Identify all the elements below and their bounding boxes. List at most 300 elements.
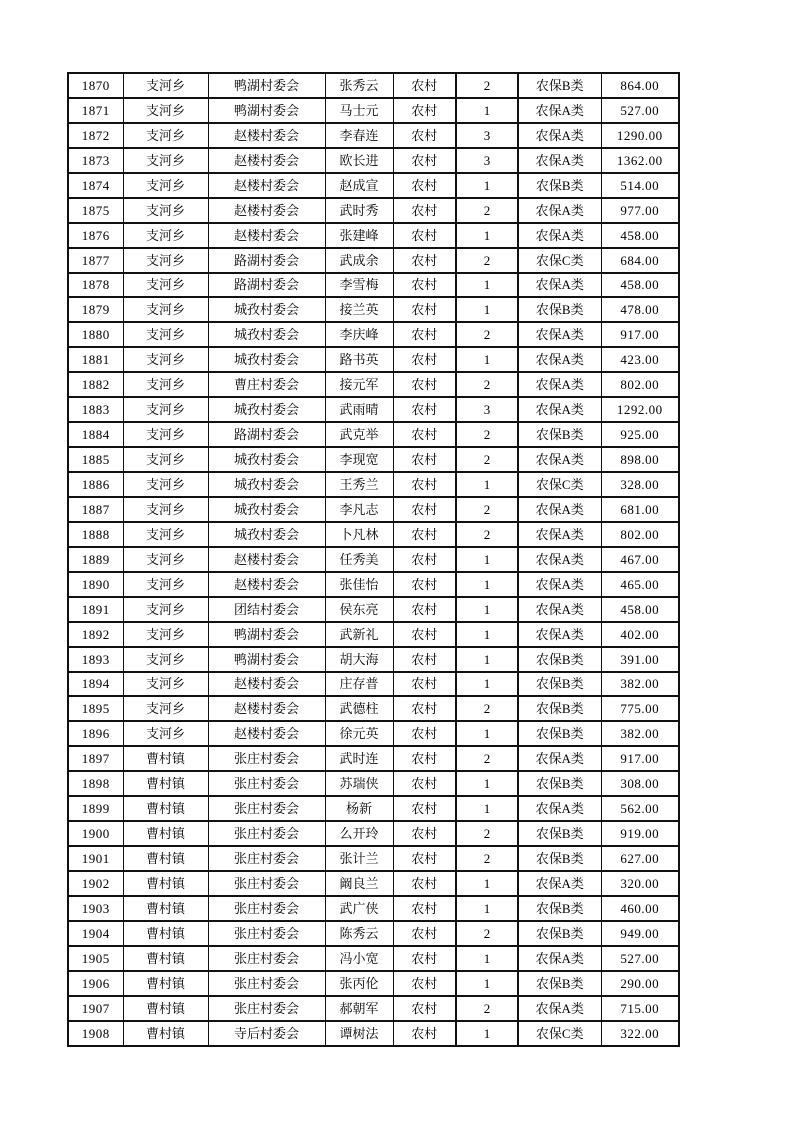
cell-amount: 1290.00 — [601, 123, 679, 148]
cell-name: 李春连 — [325, 123, 393, 148]
cell-amount: 562.00 — [601, 796, 679, 821]
cell-amount: 684.00 — [601, 248, 679, 273]
cell-township: 支河乡 — [123, 347, 208, 372]
cell-insurance_category: 农保A类 — [518, 996, 601, 1021]
cell-person_count: 1 — [456, 647, 518, 672]
cell-township: 支河乡 — [123, 696, 208, 721]
cell-insurance_category: 农保A类 — [518, 597, 601, 622]
table-row — [68, 472, 679, 497]
cell-village: 城孜村委会 — [208, 447, 325, 472]
cell-serial: 1883 — [68, 397, 123, 422]
cell-village: 鸭湖村委会 — [208, 622, 325, 647]
cell-residence_type: 农村 — [393, 971, 456, 996]
table-row — [68, 647, 679, 672]
cell-residence_type: 农村 — [393, 148, 456, 173]
cell-village: 张庄村委会 — [208, 946, 325, 971]
cell-residence_type: 农村 — [393, 497, 456, 522]
cell-serial: 1879 — [68, 297, 123, 322]
cell-name: 卜凡林 — [325, 522, 393, 547]
cell-residence_type: 农村 — [393, 123, 456, 148]
cell-township: 曹村镇 — [123, 896, 208, 921]
cell-name: 欧长进 — [325, 148, 393, 173]
cell-insurance_category: 农保B类 — [518, 921, 601, 946]
cell-insurance_category: 农保C类 — [518, 248, 601, 273]
cell-residence_type: 农村 — [393, 322, 456, 347]
cell-amount: 514.00 — [601, 173, 679, 198]
cell-insurance_category: 农保A类 — [518, 572, 601, 597]
cell-village: 曹庄村委会 — [208, 372, 325, 397]
insurance-roster-table — [67, 72, 680, 1047]
cell-serial: 1899 — [68, 796, 123, 821]
cell-insurance_category: 农保A类 — [518, 98, 601, 123]
cell-village: 路湖村委会 — [208, 273, 325, 298]
cell-insurance_category: 农保B类 — [518, 73, 601, 98]
cell-serial: 1889 — [68, 547, 123, 572]
cell-township: 支河乡 — [123, 73, 208, 98]
cell-insurance_category: 农保A类 — [518, 223, 601, 248]
cell-residence_type: 农村 — [393, 447, 456, 472]
cell-name: 接兰英 — [325, 297, 393, 322]
table-row — [68, 821, 679, 846]
cell-amount: 458.00 — [601, 223, 679, 248]
cell-township: 支河乡 — [123, 472, 208, 497]
table-body — [68, 73, 679, 1046]
cell-township: 曹村镇 — [123, 771, 208, 796]
cell-name: 接元军 — [325, 372, 393, 397]
cell-insurance_category: 农保B类 — [518, 173, 601, 198]
cell-person_count: 1 — [456, 672, 518, 697]
cell-township: 曹村镇 — [123, 746, 208, 771]
cell-amount: 527.00 — [601, 98, 679, 123]
cell-name: 武时连 — [325, 746, 393, 771]
cell-name: 李雪梅 — [325, 273, 393, 298]
cell-insurance_category: 农保B类 — [518, 771, 601, 796]
cell-name: 任秀美 — [325, 547, 393, 572]
cell-person_count: 1 — [456, 721, 518, 746]
cell-insurance_category: 农保B类 — [518, 896, 601, 921]
cell-insurance_category: 农保A类 — [518, 198, 601, 223]
cell-township: 支河乡 — [123, 173, 208, 198]
cell-serial: 1878 — [68, 273, 123, 298]
cell-township: 支河乡 — [123, 248, 208, 273]
cell-name: 阚良兰 — [325, 871, 393, 896]
cell-village: 城孜村委会 — [208, 472, 325, 497]
table-row — [68, 921, 679, 946]
cell-person_count: 1 — [456, 771, 518, 796]
cell-township: 支河乡 — [123, 297, 208, 322]
table-row — [68, 996, 679, 1021]
cell-insurance_category: 农保B类 — [518, 696, 601, 721]
cell-residence_type: 农村 — [393, 198, 456, 223]
cell-township: 支河乡 — [123, 597, 208, 622]
cell-serial: 1900 — [68, 821, 123, 846]
cell-name: 李现宽 — [325, 447, 393, 472]
cell-village: 赵楼村委会 — [208, 547, 325, 572]
cell-serial: 1876 — [68, 223, 123, 248]
cell-village: 赵楼村委会 — [208, 696, 325, 721]
cell-amount: 681.00 — [601, 497, 679, 522]
cell-insurance_category: 农保B类 — [518, 846, 601, 871]
cell-amount: 864.00 — [601, 73, 679, 98]
cell-person_count: 1 — [456, 971, 518, 996]
cell-amount: 467.00 — [601, 547, 679, 572]
cell-village: 赵楼村委会 — [208, 672, 325, 697]
cell-residence_type: 农村 — [393, 871, 456, 896]
cell-village: 赵楼村委会 — [208, 148, 325, 173]
cell-amount: 478.00 — [601, 297, 679, 322]
cell-township: 支河乡 — [123, 447, 208, 472]
cell-township: 支河乡 — [123, 148, 208, 173]
cell-insurance_category: 农保B类 — [518, 721, 601, 746]
cell-amount: 458.00 — [601, 597, 679, 622]
cell-person_count: 1 — [456, 98, 518, 123]
cell-serial: 1896 — [68, 721, 123, 746]
cell-village: 城孜村委会 — [208, 322, 325, 347]
table-row — [68, 422, 679, 447]
table-row — [68, 173, 679, 198]
cell-township: 支河乡 — [123, 372, 208, 397]
cell-township: 曹村镇 — [123, 796, 208, 821]
cell-person_count: 2 — [456, 322, 518, 347]
cell-village: 张庄村委会 — [208, 971, 325, 996]
cell-serial: 1886 — [68, 472, 123, 497]
cell-person_count: 2 — [456, 522, 518, 547]
cell-township: 支河乡 — [123, 721, 208, 746]
cell-amount: 949.00 — [601, 921, 679, 946]
cell-name: 庄存普 — [325, 672, 393, 697]
cell-township: 支河乡 — [123, 98, 208, 123]
cell-insurance_category: 农保A类 — [518, 796, 601, 821]
cell-village: 鸭湖村委会 — [208, 73, 325, 98]
cell-person_count: 1 — [456, 347, 518, 372]
cell-residence_type: 农村 — [393, 223, 456, 248]
cell-amount: 391.00 — [601, 647, 679, 672]
table-row — [68, 198, 679, 223]
cell-residence_type: 农村 — [393, 522, 456, 547]
cell-insurance_category: 农保B类 — [518, 297, 601, 322]
cell-village: 寺后村委会 — [208, 1021, 325, 1046]
cell-amount: 775.00 — [601, 696, 679, 721]
cell-person_count: 2 — [456, 73, 518, 98]
cell-serial: 1904 — [68, 921, 123, 946]
cell-village: 赵楼村委会 — [208, 721, 325, 746]
cell-serial: 1898 — [68, 771, 123, 796]
cell-person_count: 1 — [456, 173, 518, 198]
cell-amount: 382.00 — [601, 721, 679, 746]
cell-residence_type: 农村 — [393, 372, 456, 397]
cell-amount: 977.00 — [601, 198, 679, 223]
cell-name: 张佳怡 — [325, 572, 393, 597]
table-row — [68, 223, 679, 248]
table-row — [68, 771, 679, 796]
cell-village: 团结村委会 — [208, 597, 325, 622]
cell-village: 鸭湖村委会 — [208, 647, 325, 672]
cell-name: 谭树法 — [325, 1021, 393, 1046]
cell-residence_type: 农村 — [393, 572, 456, 597]
cell-amount: 917.00 — [601, 746, 679, 771]
cell-name: 马士元 — [325, 98, 393, 123]
table-row — [68, 522, 679, 547]
table-row — [68, 871, 679, 896]
cell-person_count: 1 — [456, 597, 518, 622]
cell-insurance_category: 农保A类 — [518, 946, 601, 971]
cell-amount: 322.00 — [601, 1021, 679, 1046]
cell-name: 李庆峰 — [325, 322, 393, 347]
table-row — [68, 98, 679, 123]
cell-township: 曹村镇 — [123, 821, 208, 846]
cell-residence_type: 农村 — [393, 746, 456, 771]
cell-residence_type: 农村 — [393, 173, 456, 198]
cell-serial: 1897 — [68, 746, 123, 771]
cell-residence_type: 农村 — [393, 996, 456, 1021]
cell-residence_type: 农村 — [393, 896, 456, 921]
cell-village: 赵楼村委会 — [208, 173, 325, 198]
cell-residence_type: 农村 — [393, 696, 456, 721]
cell-person_count: 3 — [456, 148, 518, 173]
cell-person_count: 1 — [456, 273, 518, 298]
cell-serial: 1890 — [68, 572, 123, 597]
cell-insurance_category: 农保A类 — [518, 372, 601, 397]
cell-person_count: 2 — [456, 422, 518, 447]
cell-insurance_category: 农保B类 — [518, 422, 601, 447]
cell-name: 么开玲 — [325, 821, 393, 846]
cell-serial: 1903 — [68, 896, 123, 921]
cell-township: 支河乡 — [123, 572, 208, 597]
table-row — [68, 846, 679, 871]
cell-residence_type: 农村 — [393, 273, 456, 298]
cell-village: 城孜村委会 — [208, 347, 325, 372]
cell-name: 徐元英 — [325, 721, 393, 746]
cell-name: 武成余 — [325, 248, 393, 273]
cell-residence_type: 农村 — [393, 647, 456, 672]
cell-insurance_category: 农保A类 — [518, 622, 601, 647]
cell-person_count: 2 — [456, 846, 518, 871]
cell-person_count: 3 — [456, 123, 518, 148]
cell-amount: 1292.00 — [601, 397, 679, 422]
table-row — [68, 497, 679, 522]
cell-name: 苏瑞侠 — [325, 771, 393, 796]
cell-village: 张庄村委会 — [208, 821, 325, 846]
cell-person_count: 1 — [456, 796, 518, 821]
cell-village: 路湖村委会 — [208, 248, 325, 273]
cell-amount: 527.00 — [601, 946, 679, 971]
cell-person_count: 1 — [456, 1021, 518, 1046]
cell-person_count: 1 — [456, 472, 518, 497]
cell-person_count: 1 — [456, 896, 518, 921]
cell-insurance_category: 农保A类 — [518, 871, 601, 896]
table-row — [68, 572, 679, 597]
cell-person_count: 2 — [456, 821, 518, 846]
cell-person_count: 1 — [456, 297, 518, 322]
cell-residence_type: 农村 — [393, 672, 456, 697]
cell-amount: 802.00 — [601, 522, 679, 547]
cell-village: 赵楼村委会 — [208, 123, 325, 148]
table-row — [68, 123, 679, 148]
cell-name: 张秀云 — [325, 73, 393, 98]
cell-village: 张庄村委会 — [208, 846, 325, 871]
cell-insurance_category: 农保A类 — [518, 746, 601, 771]
cell-serial: 1875 — [68, 198, 123, 223]
cell-insurance_category: 农保B类 — [518, 672, 601, 697]
table-row — [68, 397, 679, 422]
cell-township: 曹村镇 — [123, 946, 208, 971]
cell-person_count: 2 — [456, 996, 518, 1021]
cell-township: 支河乡 — [123, 647, 208, 672]
cell-residence_type: 农村 — [393, 597, 456, 622]
cell-serial: 1873 — [68, 148, 123, 173]
cell-person_count: 2 — [456, 372, 518, 397]
cell-village: 赵楼村委会 — [208, 198, 325, 223]
cell-township: 支河乡 — [123, 223, 208, 248]
cell-village: 鸭湖村委会 — [208, 98, 325, 123]
cell-amount: 919.00 — [601, 821, 679, 846]
cell-person_count: 1 — [456, 572, 518, 597]
cell-name: 胡大海 — [325, 647, 393, 672]
cell-village: 张庄村委会 — [208, 921, 325, 946]
cell-amount: 308.00 — [601, 771, 679, 796]
cell-insurance_category: 农保B类 — [518, 647, 601, 672]
table-row — [68, 896, 679, 921]
cell-village: 赵楼村委会 — [208, 223, 325, 248]
table-row — [68, 547, 679, 572]
table-row — [68, 322, 679, 347]
cell-name: 杨新 — [325, 796, 393, 821]
cell-village: 张庄村委会 — [208, 746, 325, 771]
cell-person_count: 1 — [456, 622, 518, 647]
cell-residence_type: 农村 — [393, 73, 456, 98]
cell-person_count: 2 — [456, 497, 518, 522]
cell-name: 武克举 — [325, 422, 393, 447]
cell-amount: 925.00 — [601, 422, 679, 447]
table-row — [68, 746, 679, 771]
cell-village: 张庄村委会 — [208, 796, 325, 821]
cell-village: 路湖村委会 — [208, 422, 325, 447]
cell-village: 张庄村委会 — [208, 896, 325, 921]
cell-residence_type: 农村 — [393, 821, 456, 846]
cell-serial: 1882 — [68, 372, 123, 397]
table-row — [68, 148, 679, 173]
cell-name: 张计兰 — [325, 846, 393, 871]
cell-amount: 715.00 — [601, 996, 679, 1021]
table-row — [68, 696, 679, 721]
cell-person_count: 2 — [456, 198, 518, 223]
cell-person_count: 2 — [456, 696, 518, 721]
cell-serial: 1905 — [68, 946, 123, 971]
cell-township: 曹村镇 — [123, 846, 208, 871]
cell-name: 武时秀 — [325, 198, 393, 223]
cell-amount: 290.00 — [601, 971, 679, 996]
table-row — [68, 672, 679, 697]
table-row — [68, 597, 679, 622]
table-row — [68, 273, 679, 298]
cell-name: 武新礼 — [325, 622, 393, 647]
cell-name: 张丙伦 — [325, 971, 393, 996]
cell-township: 支河乡 — [123, 123, 208, 148]
cell-residence_type: 农村 — [393, 422, 456, 447]
cell-residence_type: 农村 — [393, 297, 456, 322]
table-row — [68, 73, 679, 98]
cell-person_count: 2 — [456, 921, 518, 946]
cell-serial: 1881 — [68, 347, 123, 372]
cell-name: 李凡志 — [325, 497, 393, 522]
cell-serial: 1885 — [68, 447, 123, 472]
table-row — [68, 971, 679, 996]
cell-village: 张庄村委会 — [208, 996, 325, 1021]
cell-amount: 458.00 — [601, 273, 679, 298]
cell-person_count: 1 — [456, 547, 518, 572]
cell-amount: 898.00 — [601, 447, 679, 472]
cell-amount: 402.00 — [601, 622, 679, 647]
cell-insurance_category: 农保B类 — [518, 971, 601, 996]
cell-serial: 1894 — [68, 672, 123, 697]
cell-insurance_category: 农保C类 — [518, 1021, 601, 1046]
cell-serial: 1907 — [68, 996, 123, 1021]
cell-residence_type: 农村 — [393, 771, 456, 796]
cell-insurance_category: 农保B类 — [518, 821, 601, 846]
cell-township: 支河乡 — [123, 547, 208, 572]
cell-insurance_category: 农保A类 — [518, 397, 601, 422]
cell-village: 城孜村委会 — [208, 497, 325, 522]
cell-serial: 1908 — [68, 1021, 123, 1046]
cell-amount: 460.00 — [601, 896, 679, 921]
cell-township: 曹村镇 — [123, 1021, 208, 1046]
cell-township: 支河乡 — [123, 497, 208, 522]
cell-insurance_category: 农保A类 — [518, 123, 601, 148]
cell-township: 支河乡 — [123, 422, 208, 447]
cell-person_count: 1 — [456, 223, 518, 248]
table-row — [68, 1021, 679, 1046]
cell-township: 支河乡 — [123, 322, 208, 347]
cell-serial: 1892 — [68, 622, 123, 647]
cell-residence_type: 农村 — [393, 547, 456, 572]
cell-name: 陈秀云 — [325, 921, 393, 946]
cell-person_count: 1 — [456, 871, 518, 896]
table-row — [68, 946, 679, 971]
cell-township: 支河乡 — [123, 672, 208, 697]
cell-residence_type: 农村 — [393, 622, 456, 647]
cell-village: 张庄村委会 — [208, 871, 325, 896]
cell-insurance_category: 农保A类 — [518, 322, 601, 347]
cell-name: 武雨晴 — [325, 397, 393, 422]
cell-insurance_category: 农保C类 — [518, 472, 601, 497]
table-row — [68, 372, 679, 397]
cell-residence_type: 农村 — [393, 397, 456, 422]
cell-name: 武德柱 — [325, 696, 393, 721]
cell-name: 侯东亮 — [325, 597, 393, 622]
cell-insurance_category: 农保A类 — [518, 148, 601, 173]
cell-person_count: 3 — [456, 397, 518, 422]
cell-residence_type: 农村 — [393, 721, 456, 746]
cell-name: 赵成宣 — [325, 173, 393, 198]
table-row — [68, 347, 679, 372]
cell-township: 支河乡 — [123, 522, 208, 547]
cell-person_count: 1 — [456, 946, 518, 971]
cell-amount: 328.00 — [601, 472, 679, 497]
cell-township: 曹村镇 — [123, 996, 208, 1021]
cell-residence_type: 农村 — [393, 946, 456, 971]
cell-amount: 465.00 — [601, 572, 679, 597]
table-row — [68, 796, 679, 821]
cell-insurance_category: 农保A类 — [518, 522, 601, 547]
cell-village: 赵楼村委会 — [208, 572, 325, 597]
cell-person_count: 2 — [456, 447, 518, 472]
cell-person_count: 2 — [456, 746, 518, 771]
cell-residence_type: 农村 — [393, 248, 456, 273]
table-row — [68, 297, 679, 322]
cell-insurance_category: 农保A类 — [518, 447, 601, 472]
cell-serial: 1872 — [68, 123, 123, 148]
cell-residence_type: 农村 — [393, 98, 456, 123]
